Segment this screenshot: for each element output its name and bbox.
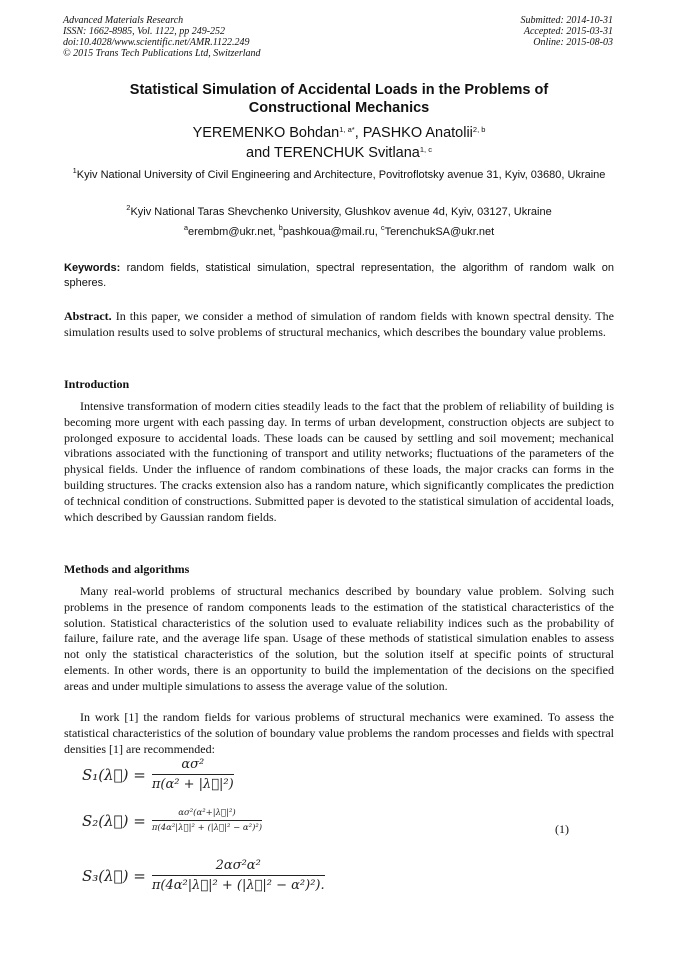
- affiliation-2: [70, 205, 608, 220]
- equation-s1-fraction: [152, 757, 234, 792]
- methods-paragraph-1: Many real-world problems of structural mechanics described by boundary value problem. Solving such problems in the presence of random components leads to the estimation of the statistical characteristics of the solution. Statistical characteristics of the solution used to evaluate reliability indices such as the probability of failure, failure rate, and the average life span. Usage of these methods of statistical simulation enables to assess not only the statistical characteristics of the solution, but the solution itself at specific points of structural elements. In other words, there is an opportunity to build the implementation of the decisions on the specified areas and under multiple simulations to assess the average value of the solution.: [64, 584, 614, 693]
- affiliation-1-marker: 1: [72, 166, 77, 175]
- methods-heading: Methods and algorithms: [64, 562, 190, 576]
- author-1-affil: 1, a*: [339, 125, 355, 134]
- equation-s2: [82, 808, 262, 833]
- methods-paragraph-2: In work [1] the random fields for various problems of structural mechanics were examined. To assess the statistical characteristics of the solution of boundary value problems the random processes and fields with spectral densities [1] are recommended:: [64, 710, 614, 756]
- journal-name: Advanced Materials Research: [63, 15, 184, 26]
- author-2-name: PASHKO Anatolii: [362, 125, 473, 141]
- equation-s3-denominator: π(4α²|λ⃗|² + (|λ⃗|² − α²)²).: [151, 878, 325, 893]
- journal-copyright: © 2015 Trans Tech Publications Ltd, Switzerland: [63, 48, 261, 59]
- equation-s1-denominator: π(α² + |λ⃗|²): [151, 777, 234, 792]
- journal-info: [63, 15, 261, 59]
- affiliation-1-text: Kyiv National University of Civil Engineering and Architecture, Povitroflotsky avenue 31, Kyiv, 03680, Ukraine: [76, 169, 606, 181]
- equation-s1-lhs: S₁(λ⃗) =: [82, 765, 146, 784]
- title-line-1: Statistical Simulation of Accidental Loads in the Problems of: [129, 82, 549, 98]
- equation-s2-numerator: ασ²(α²+|λ⃗|²): [152, 808, 262, 821]
- keywords-label: Keywords:: [64, 262, 121, 274]
- equation-s3-fraction: [152, 858, 325, 893]
- email-b-marker: b: [278, 223, 283, 232]
- author-3-name: TERENCHUK Svitlana: [274, 145, 420, 161]
- equation-s3-numerator: 2ασ²α²: [152, 858, 325, 876]
- author-list: [60, 124, 618, 164]
- email-a-marker: a: [183, 223, 188, 232]
- accepted-date: Accepted: 2015-03-31: [523, 26, 613, 37]
- email-c-marker: c: [380, 223, 385, 232]
- keywords: [64, 261, 614, 290]
- author-line-1: [60, 124, 618, 144]
- affiliation-2-text: Kyiv National Taras Shevchenko University, Glushkov avenue 4d, Kyiv, 03127, Ukraine: [130, 206, 552, 218]
- author-2-affil: 2, b: [472, 125, 486, 134]
- equation-s3-lhs: S₃(λ⃗) =: [82, 866, 146, 885]
- email-c[interactable]: TerenchukSA@ukr.net: [384, 226, 495, 238]
- introduction-paragraph: Intensive transformation of modern cities steadily leads to the fact that the problem of reliability of building is becoming more urgent with each passing day. In terms of urban development, construction objects are subject to prolonged exposure to accidental loads. These loads can be caused by settling and soil movement; mechanical vibrations associated with the functioning of transport and utility networks; fluctuations of the parameters of the physical fields. Under the influence of random combinations of these loads, the major cracks can forms in the building structures. The cracks extension also has a random nature, which significantly complicates the prediction of technical condition of constructions. Submitted paper is devoted to the statistical simulation of accidental loads, which described by Gaussian random fields.: [64, 399, 614, 524]
- author-separator: ,: [354, 125, 363, 141]
- abstract-label: Abstract.: [64, 309, 112, 323]
- author-line-2: [60, 144, 618, 164]
- equation-s2-denominator: π(4α²|λ⃗|² + (|λ⃗|² − α²)²): [151, 823, 263, 833]
- affiliation-1: [70, 168, 608, 183]
- introduction-heading: Introduction: [64, 377, 130, 391]
- abstract-text: In this paper, we consider a method of simulation of random fields with known spectral density. The simulation results used to solve problems of structural mechanics, which describes the boundary value problems.: [64, 309, 614, 339]
- abstract: [64, 309, 614, 341]
- email-b[interactable]: pashkoua@mail.ru,: [282, 226, 381, 238]
- equation-s1-numerator: ασ²: [152, 757, 234, 775]
- email-a[interactable]: erembm@ukr.net,: [187, 226, 279, 238]
- affiliation-2-marker: 2: [126, 203, 131, 212]
- paper-title: [60, 81, 618, 117]
- author-3-affil: 1, c: [419, 145, 432, 154]
- author-and: and: [246, 145, 275, 161]
- equation-number: (1): [555, 822, 569, 836]
- journal-issn: ISSN: 1662-8985, Vol. 1122, pp 249-252: [63, 26, 226, 37]
- author-emails: [70, 225, 608, 240]
- keywords-text: random fields, statistical simulation, spectral representation, the algorithm of random walk on spheres.: [64, 262, 614, 289]
- equation-s2-lhs: S₂(λ⃗) =: [82, 811, 146, 830]
- publication-dates: [521, 15, 614, 48]
- title-line-2: Constructional Mechanics: [248, 100, 430, 116]
- equation-s3: [82, 858, 325, 893]
- equation-s2-fraction: [152, 808, 262, 833]
- online-date: Online: 2015-08-03: [533, 37, 613, 48]
- journal-doi: doi:10.4028/www.scientific.net/AMR.1122.249: [63, 37, 250, 48]
- equation-s1: [82, 757, 234, 792]
- author-1-name: YEREMENKO Bohdan: [192, 125, 340, 141]
- submitted-date: Submitted: 2014-10-31: [520, 15, 613, 26]
